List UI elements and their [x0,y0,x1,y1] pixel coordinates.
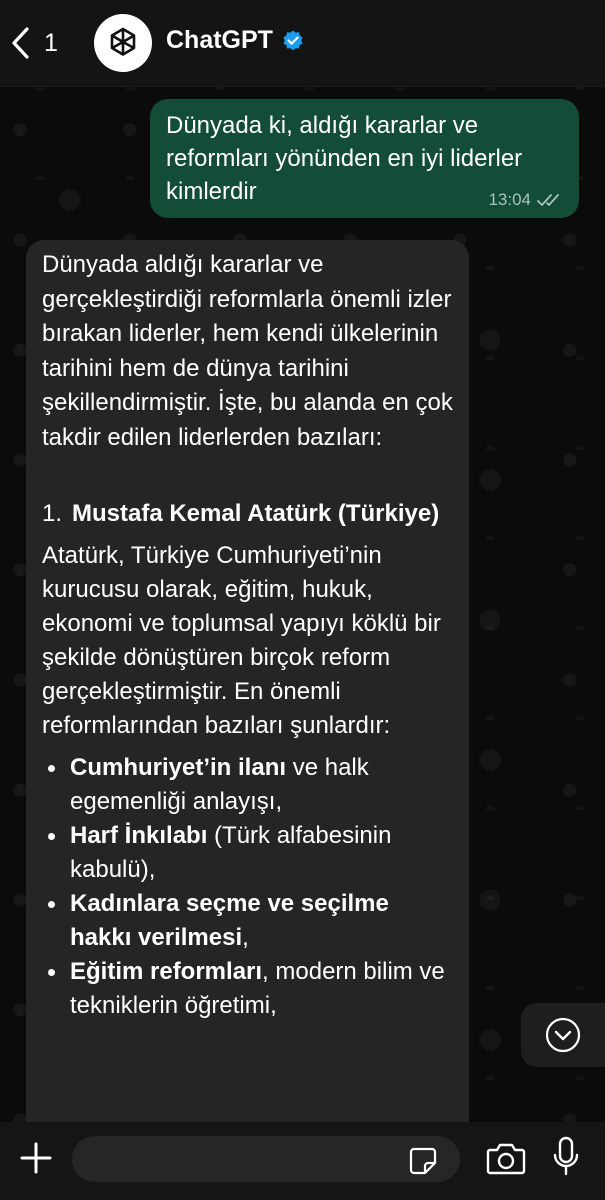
sticker-icon[interactable] [408,1146,438,1176]
chevron-left-icon [10,26,32,60]
list-item-text: , modern bilim ve tekniklerin öğretimi, [70,958,445,1019]
incoming-intro-text: Dünyada aldığı kararlar ve gerçekleştirdiği reformlarla önemli izler bırakan liderler, hem kendi ülkelerinin tarihini hem de dünya tarihini şekillendirmiştir. İşte, bu alanda en çok takdir edilen liderlerden bazıları: [42,251,453,451]
list-item-bold: Kadınlara seçme ve seçilme hakkı verilmesi [70,890,389,951]
openai-logo-icon [103,23,143,63]
back-button[interactable] [10,22,58,64]
message-time: 13:04 [488,190,531,209]
avatar[interactable] [94,14,152,72]
list-item [42,887,453,955]
composer-bar [0,1122,605,1200]
outgoing-message[interactable] [150,99,579,218]
bullet-dot [48,833,55,840]
chevron-down-circle-icon [544,1016,582,1054]
camera-icon[interactable] [486,1140,526,1176]
bullet-dot [48,765,55,772]
incoming-message[interactable] [26,240,469,1180]
chat-header [0,0,605,87]
verified-badge-icon [281,29,305,53]
list-item [42,751,453,819]
list-item-text: (Türk alfabesinin kabulü), [70,822,392,883]
outgoing-message-text: Dünyada ki, aldığı kararlar ve reformları yönünden en iyi liderler kimlerdir [166,112,523,205]
message-meta [488,190,563,210]
reform-list [42,751,453,1023]
bullet-dot [48,901,55,908]
double-check-icon [537,193,563,207]
list-item-text: ve halk egemenliği anlayışı, [70,754,369,815]
chat-title-area[interactable] [166,26,305,55]
list-item-bold: Harf İnkılabı [70,822,208,849]
numbered-item [42,497,453,531]
chat-title: ChatGPT [166,26,273,54]
item-number: 1. [42,500,63,527]
plus-icon[interactable] [18,1140,54,1176]
list-item-text: , [242,924,249,951]
microphone-icon[interactable] [552,1136,580,1178]
item-description: Atatürk, Türkiye Cumhuriyeti’nin kurucusu olarak, eğitim, hukuk, ekonomi ve toplumsal yapıyı köklü bir şekilde dönüştüren birçok reform gerçekleştirmiştir. En önemli reformlarından bazıları şunlardır: [42,542,441,739]
item-title: Mustafa Kemal Atatürk (Türkiye) [72,500,440,527]
list-item-bold: Eğitim reformları [70,958,263,985]
list-item [42,819,453,887]
scroll-to-bottom-button[interactable] [521,1003,605,1067]
list-item-bold: Cumhuriyet’in ilanı [70,754,287,781]
list-item [42,955,453,1023]
message-input[interactable] [72,1136,460,1182]
bullet-dot [48,969,55,976]
unread-count: 1 [44,28,58,57]
